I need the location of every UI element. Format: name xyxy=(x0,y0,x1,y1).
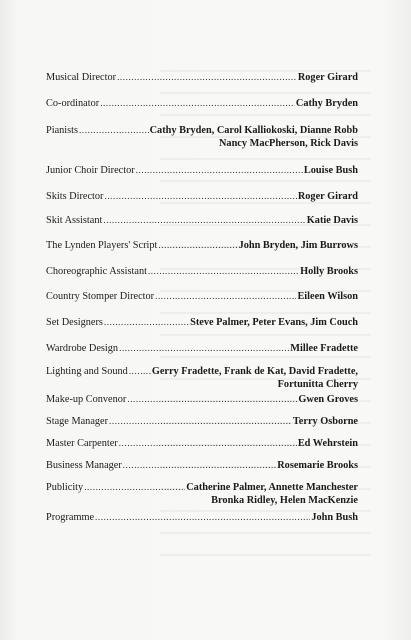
credit-names: Roger Girard xyxy=(297,191,358,202)
credit-names: Gerry Fradette, Frank de Kat, David Fradette, xyxy=(151,366,358,377)
credit-co-ordinator xyxy=(46,97,358,111)
credit-make-up-convenor xyxy=(46,393,358,407)
credit-names: Cathy Bryden xyxy=(295,98,358,109)
credit-script xyxy=(46,239,358,253)
credit-names: Holly Brooks xyxy=(300,266,358,277)
credit-stage-manager xyxy=(46,415,358,429)
credit-names: John Bush xyxy=(311,512,358,523)
credit-set-designers xyxy=(46,316,358,330)
credit-skit-assistant xyxy=(46,214,358,228)
credit-programme xyxy=(46,511,358,525)
credit-skits-director xyxy=(46,190,358,204)
credit-choreographic-assistant xyxy=(46,265,358,279)
credit-role: Programme xyxy=(46,512,95,523)
leader-dots xyxy=(117,71,297,84)
credit-names: Katie Davis xyxy=(306,215,358,226)
credit-role: Stage Manager xyxy=(46,416,109,427)
credit-role: Skit Assistant xyxy=(46,215,103,226)
credit-country-stomper-director xyxy=(46,290,358,304)
credit-master-carpenter xyxy=(46,437,358,451)
leader-dots xyxy=(119,437,297,450)
leader-dots xyxy=(127,393,297,406)
credit-publicity xyxy=(46,481,358,507)
leader-dots xyxy=(148,265,299,278)
credit-names: Millee Fradette xyxy=(290,343,358,354)
credit-role: Skits Director xyxy=(46,191,104,202)
credit-names: Eileen Wilson xyxy=(297,291,358,302)
credit-names-continued: Fortunitta Cherry xyxy=(277,378,358,390)
leader-dots xyxy=(123,459,276,472)
credit-lighting-and-sound xyxy=(46,365,358,391)
leader-dots xyxy=(158,239,237,252)
credit-role: Country Stomper Director xyxy=(46,291,155,302)
credit-role: Pianists xyxy=(46,125,79,136)
leader-dots xyxy=(136,164,303,177)
leader-dots xyxy=(119,342,289,355)
credit-role: Make-up Convenor xyxy=(46,394,127,405)
credit-names: Louise Bush xyxy=(303,165,358,176)
credit-names: Gwen Groves xyxy=(298,394,358,405)
credit-role: Master Carpenter xyxy=(46,438,118,449)
credit-names-continued: Bronka Ridley, Helen MacKenzie xyxy=(211,494,358,506)
credit-role: Co-ordinator xyxy=(46,98,100,109)
credit-role: Business Manager xyxy=(46,460,122,471)
credit-names: Steve Palmer, Peter Evans, Jim Couch xyxy=(190,317,358,328)
credit-names: John Bryden, Jim Burrows xyxy=(238,240,358,251)
credit-role: Musical Director xyxy=(46,72,117,83)
credit-names-continued: Nancy MacPherson, Rick Davis xyxy=(219,137,358,149)
leader-dots xyxy=(103,214,305,227)
credit-pianists xyxy=(46,124,358,150)
credit-role: Junior Choir Director xyxy=(46,165,135,176)
credit-names: Catherine Palmer, Annette Manchester xyxy=(186,482,358,493)
credit-names: Terry Osborne xyxy=(292,416,358,427)
leader-dots xyxy=(104,190,296,203)
credit-names: Rosemarie Brooks xyxy=(277,460,358,471)
leader-dots xyxy=(104,316,189,329)
credit-wardrobe-design xyxy=(46,342,358,356)
leader-dots xyxy=(129,365,151,378)
credit-names: Cathy Bryden, Carol Kalliokoski, Dianne Robb xyxy=(149,125,358,136)
credit-role: Set Designers xyxy=(46,317,103,328)
credit-business-manager xyxy=(46,459,358,473)
credit-names: Ed Wehrstein xyxy=(297,438,358,449)
credit-role: Choreographic Assistant xyxy=(46,266,147,277)
leader-dots xyxy=(79,124,149,137)
credit-role: The Lynden Players' Script xyxy=(46,240,158,251)
credit-musical-director xyxy=(46,71,358,85)
leader-dots xyxy=(100,97,295,110)
credit-names: Roger Girard xyxy=(297,72,358,83)
leader-dots xyxy=(109,415,292,428)
leader-dots xyxy=(95,511,310,524)
credit-role: Wardrobe Design xyxy=(46,343,119,354)
leader-dots xyxy=(155,290,296,303)
credit-role: Lighting and Sound xyxy=(46,366,128,377)
credit-role: Publicity xyxy=(46,482,84,493)
leader-dots xyxy=(84,481,185,494)
credit-junior-choir-director xyxy=(46,164,358,178)
